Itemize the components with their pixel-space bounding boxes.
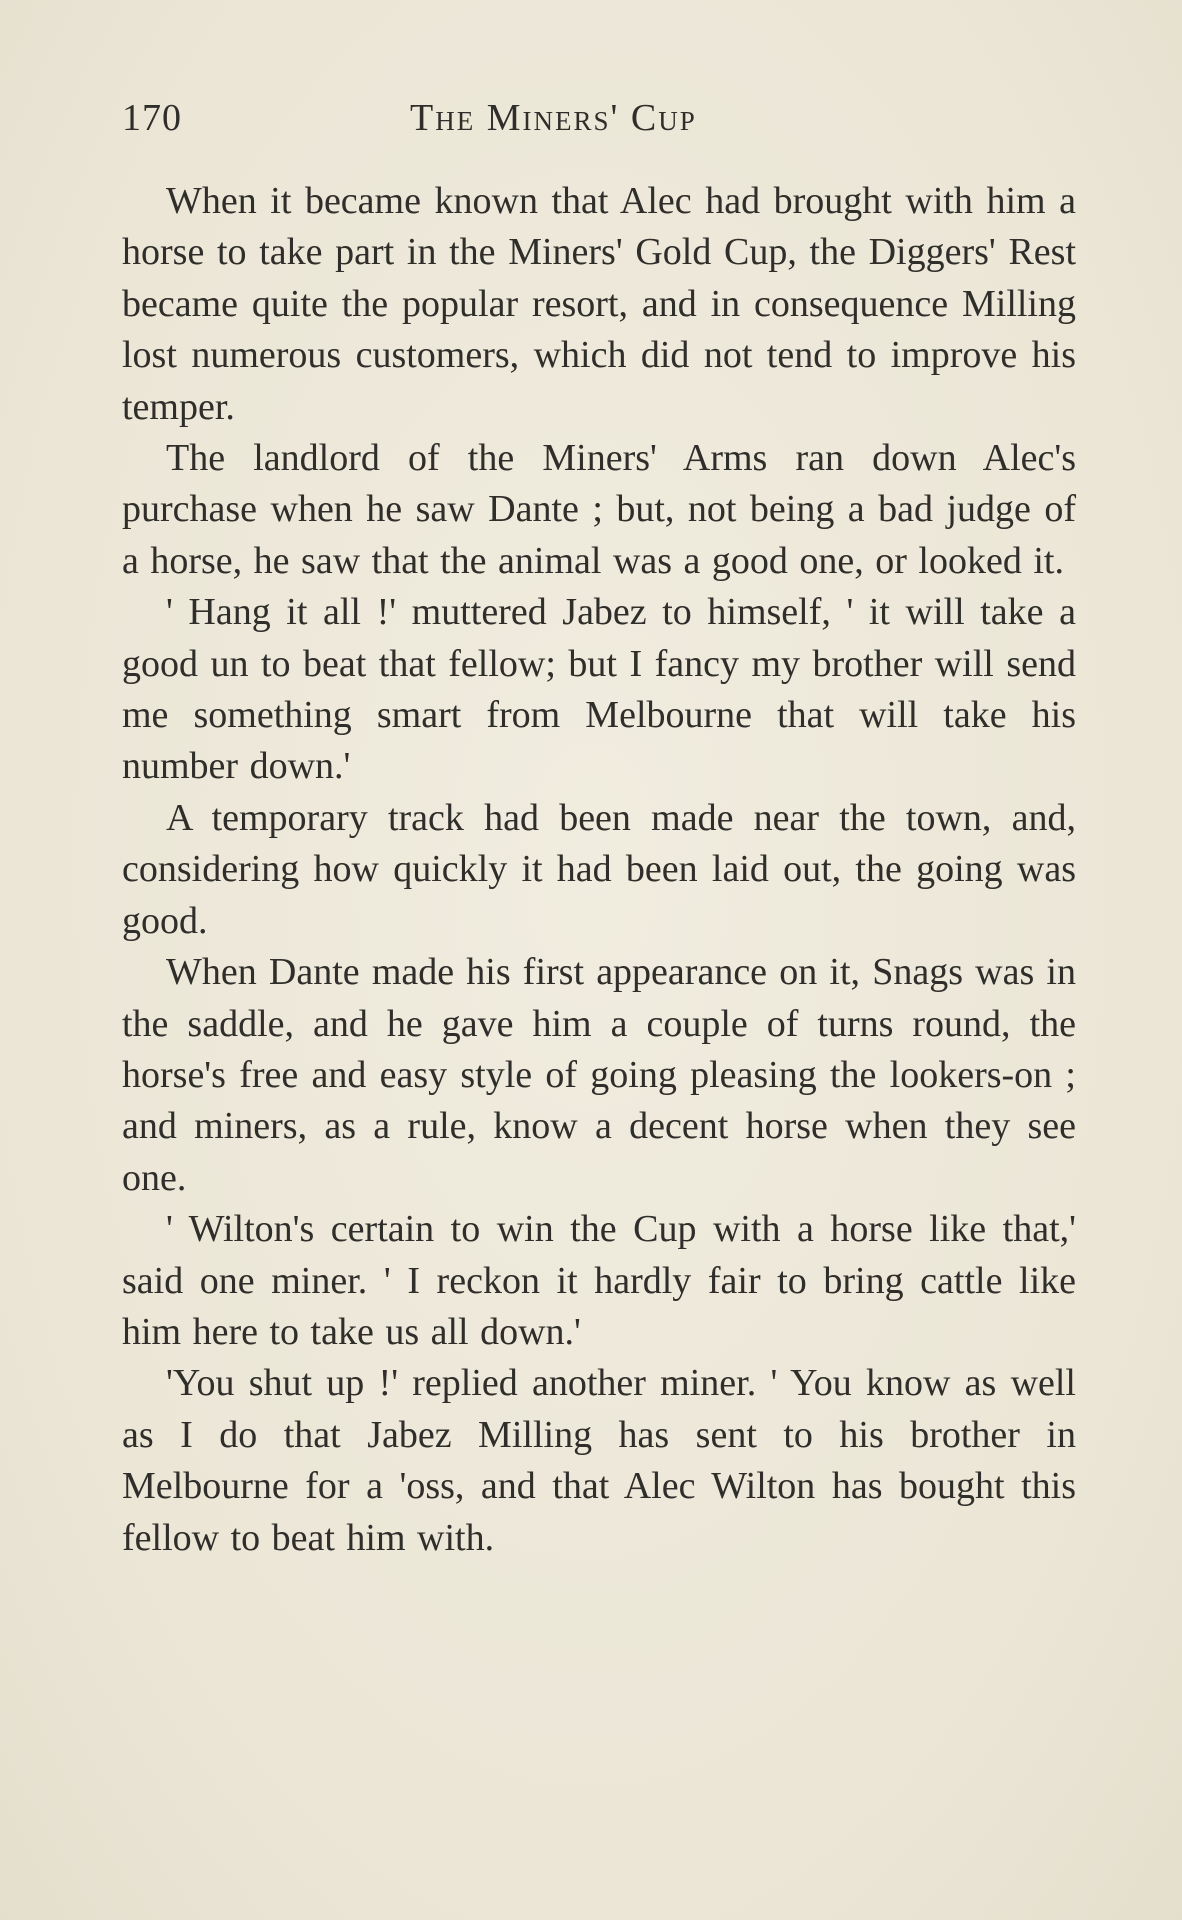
paragraph: A temporary track had been made near the town, and, considering how quickly it had been laid out, the going was good. bbox=[122, 796, 1076, 942]
paragraph: 'You shut up !' replied another miner. ' You know as well as I do that Jabez Milling has sent to his brother in Melbourne for a 'oss, and that Alec Wilton has bought this fellow to beat him with. bbox=[122, 1362, 1076, 1559]
running-title: The Miners' Cup bbox=[410, 97, 697, 139]
paragraph: When it became known that Alec had brought with him a horse to take part in the Miners' Gold Cup, the Diggers' Rest became quite the popular resort, and in consequence Milling lost numerous customers, which did not tend to improve his temper. bbox=[122, 180, 1076, 428]
paragraph: When Dante made his first appearance on it, Snags was in the saddle, and he gave him a couple of turns round, the horse's free and easy style of going pleasing the lookers-on ; and miners, as a rule, know a decent horse when they see one. bbox=[122, 951, 1076, 1199]
paragraph: ' Wilton's certain to win the Cup with a horse like that,' said one miner. ' I reckon it hardly fair to bring cattle like him here to take us all down.' bbox=[122, 1208, 1076, 1353]
paragraph: ' Hang it all !' muttered Jabez to himself, ' it will take a good un to beat that fellow; but I fancy my brother will send me something smart from Melbourne that will take his number down.' bbox=[122, 591, 1076, 788]
page-number: 170 bbox=[122, 97, 182, 139]
paragraph: The landlord of the Miners' Arms ran down Alec's purchase when he saw Dante ; but, not being a bad judge of a horse, he saw that the animal was a good one, or looked it. bbox=[122, 437, 1076, 582]
body-text bbox=[122, 176, 1076, 1564]
running-head bbox=[122, 96, 1074, 144]
